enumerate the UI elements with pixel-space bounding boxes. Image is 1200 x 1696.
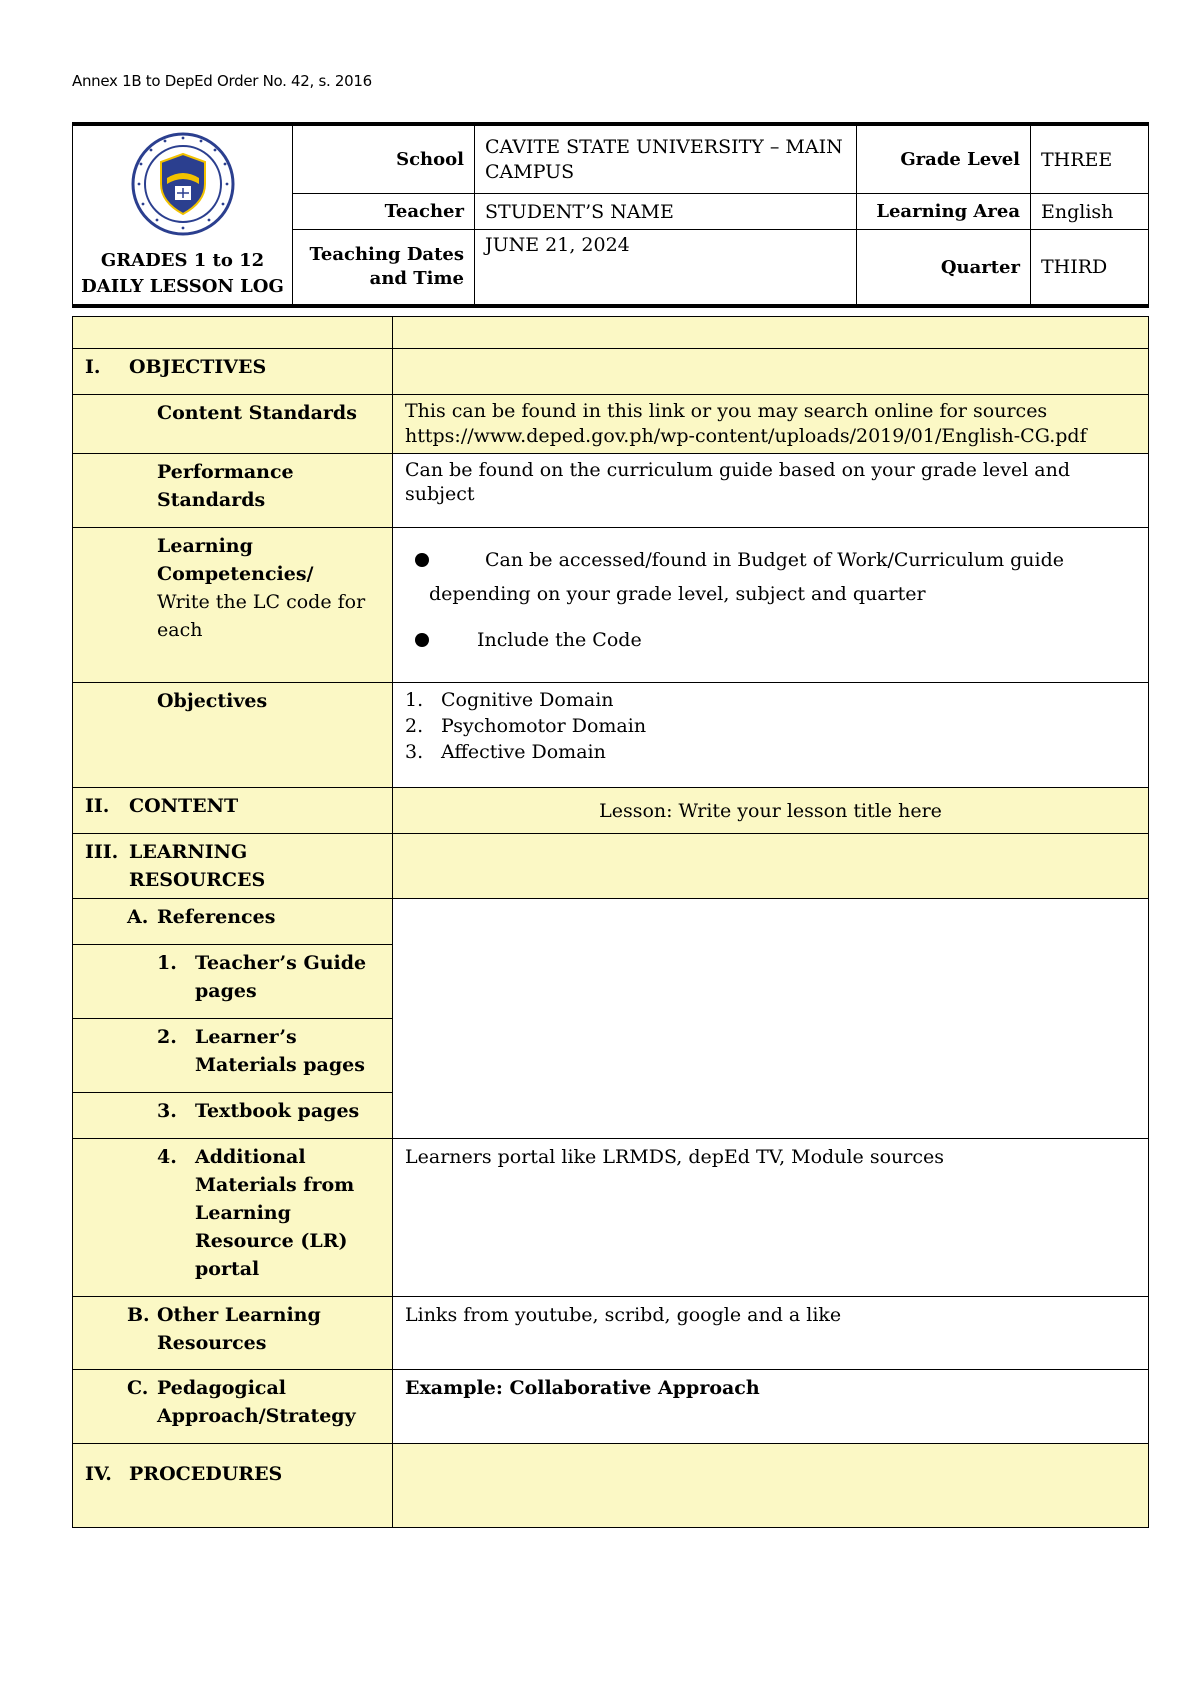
learning-competencies-value [393,528,1149,683]
table-row [73,899,1149,945]
textbook-label: 3. Textbook pages [73,1093,393,1139]
table-row [73,454,1149,528]
teaching-dates-value: JUNE 21, 2024 [475,230,857,306]
objectives-heading [73,349,393,395]
table-row [73,1297,1149,1370]
section-label: PROCEDURES [129,1463,283,1485]
content-heading [73,788,393,834]
teachers-guide-label: 1. Teacher’s Guide pages [73,945,393,1019]
pedagogical-value: Example: Collaborative Approach [393,1370,1149,1444]
section-number: II. [85,795,110,817]
other-resources-label: B. Other Learning Resources [73,1297,393,1370]
additional-materials-value: Learners portal like LRMDS, depEd TV, Module sources [393,1139,1149,1297]
table-row [73,1370,1149,1444]
bullet-icon [415,633,429,647]
blank-cell [73,317,393,349]
content-standards-link: https://www.deped.gov.ph/wp-content/uploads/2019/01/English-CG.pdf [405,425,1087,447]
learning-competencies-label [73,528,393,683]
daily-lesson-log-label: DAILY LESSON LOG [81,276,284,297]
section-label: LEARNING RESOURCES [129,841,266,891]
teaching-dates-label: Teaching Dates and Time [293,230,475,306]
table-row [73,317,1149,349]
quarter-label: Quarter [857,230,1031,306]
teacher-label: Teacher [293,194,475,230]
pedagogical-label: C. Pedagogical Approach/Strategy [73,1370,393,1444]
deped-seal-icon [131,132,235,236]
section-label: OBJECTIVES [129,356,267,378]
table-row [73,528,1149,683]
blank-cell [393,317,1149,349]
content-standards-line: This can be found in this link or you may search online for sources [405,400,1048,422]
quarter-value: THIRD [1031,230,1149,306]
grade-level-value: THREE [1031,124,1149,194]
references-label: A. References [73,899,393,945]
lesson-log-table [72,316,1149,1528]
learning-area-value: English [1031,194,1149,230]
table-row [73,395,1149,454]
bullet-icon [415,553,429,567]
blank-cell [393,1444,1149,1528]
table-row [73,1139,1149,1297]
references-value [393,899,1149,1139]
section-number: IV. [85,1463,112,1485]
list-item: 1. Cognitive Domain [405,689,614,711]
procedures-heading [73,1444,393,1528]
section-number: III. [85,841,119,863]
content-standards-label: Content Standards [73,395,393,454]
objectives-label: Objectives [73,683,393,788]
blank-cell [393,834,1149,899]
table-row [73,1444,1149,1528]
content-standards-value [393,395,1149,454]
bullet-text: Include the Code [477,629,642,651]
table-row [73,788,1149,834]
list-item: 2. Psychomotor Domain [405,715,647,737]
list-item: 3. Affective Domain [405,741,606,763]
learning-resources-heading [73,834,393,899]
additional-materials-label: 4. Additional Materials from Learning Resource (LR) portal [73,1139,393,1297]
learning-area-label: Learning Area [857,194,1031,230]
table-row [73,683,1149,788]
table-row [73,834,1149,899]
teacher-value: STUDENT’S NAME [475,194,857,230]
annex-reference: Annex 1B to DepEd Order No. 42, s. 2016 [72,72,372,90]
other-resources-value: Links from youtube, scribd, google and a like [393,1297,1149,1370]
bullet-text-continued: depending on your grade level, subject and quarter [429,583,926,605]
learners-materials-label: 2. Learner’s Materials pages [73,1019,393,1093]
logo-cell [73,124,293,306]
school-label: School [293,124,475,194]
performance-standards-value: Can be found on the curriculum guide based on your grade level and subject [393,454,1149,528]
section-number: I. [85,356,101,378]
header-table [72,122,1149,308]
table-row [73,349,1149,395]
lesson-title: Lesson: Write your lesson title here [393,788,1149,834]
performance-standards-label: Performance Standards [73,454,393,528]
grade-level-label: Grade Level [857,124,1031,194]
blank-cell [393,349,1149,395]
section-label: CONTENT [129,795,239,817]
learning-competencies-note: Write the LC code for each [157,591,366,641]
grades-label: GRADES 1 to 12 [100,250,265,271]
school-value: CAVITE STATE UNIVERSITY – MAIN CAMPUS [475,124,857,194]
objectives-list [393,683,1149,788]
learning-competencies-title: Learning Competencies/ [157,535,314,585]
bullet-text: Can be accessed/found in Budget of Work/Curriculum guide [485,549,1065,571]
